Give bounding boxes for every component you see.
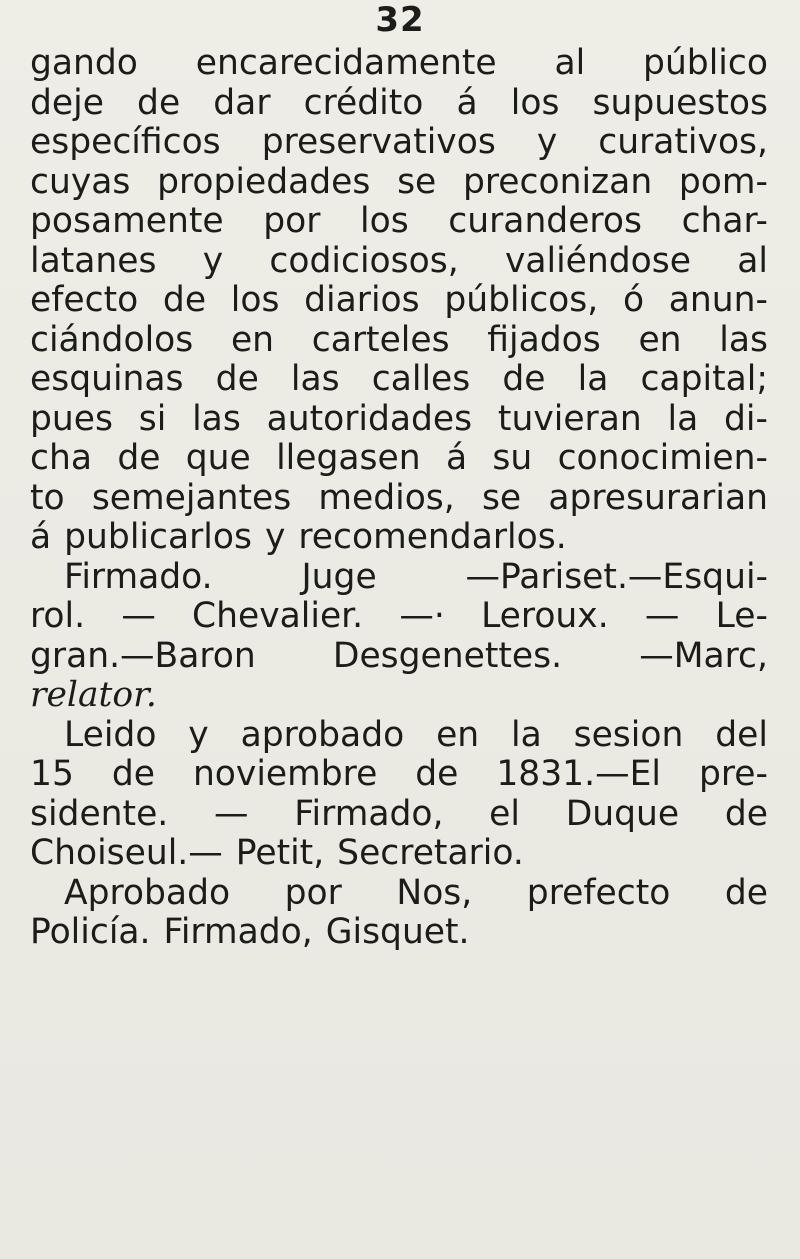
text-word: to bbox=[30, 478, 65, 518]
text-word: deje bbox=[30, 83, 104, 123]
text-word: Aprobado bbox=[64, 873, 231, 913]
text-word: latanes bbox=[30, 241, 157, 281]
text-word: Choiseul.— bbox=[30, 834, 223, 873]
text-word: — bbox=[214, 794, 249, 834]
text-word: público bbox=[643, 44, 768, 83]
text-word: calles bbox=[371, 360, 471, 399]
text-word: que bbox=[185, 439, 251, 478]
text-word: la bbox=[667, 399, 699, 439]
text-word: Juge bbox=[301, 557, 377, 597]
text-word: de bbox=[137, 83, 181, 123]
text-word: Nos, bbox=[396, 873, 473, 913]
text-word: —Marc, bbox=[639, 636, 768, 676]
text-word: y bbox=[264, 518, 286, 557]
text-word: dar bbox=[213, 83, 271, 123]
text-word: valiéndose bbox=[504, 241, 691, 281]
text-line bbox=[30, 558, 768, 598]
text-word: cha bbox=[30, 439, 92, 478]
text-word: si bbox=[138, 399, 167, 439]
body-text bbox=[30, 44, 768, 953]
text-word: en bbox=[230, 320, 275, 360]
text-word: públicos, bbox=[444, 281, 599, 320]
text-word: diarios bbox=[304, 281, 420, 320]
text-word: carteles bbox=[311, 320, 450, 360]
text-word: encarecidamente bbox=[195, 44, 497, 83]
text-word: de bbox=[215, 360, 259, 399]
text-word: capital; bbox=[640, 360, 768, 399]
text-word: sidente. bbox=[30, 794, 169, 834]
text-word: medios, bbox=[318, 478, 455, 518]
text-word: en bbox=[638, 320, 682, 360]
text-word: al bbox=[737, 241, 768, 281]
text-line bbox=[30, 834, 768, 874]
text-word: á bbox=[445, 439, 468, 478]
text-word: las bbox=[192, 399, 241, 439]
text-word: ó bbox=[622, 281, 645, 320]
text-word: sesion bbox=[573, 715, 684, 755]
text-word: de bbox=[724, 794, 768, 834]
text-word: fijados bbox=[487, 320, 601, 360]
text-word: por bbox=[263, 202, 321, 241]
text-line bbox=[30, 439, 768, 479]
text-word: posamente bbox=[30, 202, 224, 241]
text-word: su bbox=[492, 439, 533, 478]
page-number: 32 bbox=[375, 0, 425, 40]
text-word: —· bbox=[399, 597, 445, 636]
text-line bbox=[30, 242, 768, 282]
text-word: cuyas bbox=[30, 162, 131, 202]
text-word: y bbox=[188, 715, 209, 755]
text-word: Petit, bbox=[235, 834, 325, 873]
text-word: de bbox=[415, 755, 459, 794]
text-word: las bbox=[719, 320, 768, 360]
text-word: la bbox=[511, 715, 542, 755]
text-word: Leroux. bbox=[481, 597, 609, 636]
text-word: — bbox=[121, 597, 156, 636]
text-word: gando bbox=[30, 44, 138, 83]
text-word: por bbox=[284, 873, 342, 913]
text-word: Firmado, bbox=[163, 913, 313, 952]
text-line bbox=[30, 44, 768, 84]
text-word: los bbox=[360, 202, 409, 241]
text-line bbox=[30, 755, 768, 795]
text-word: llegasen bbox=[276, 439, 421, 478]
text-word: al bbox=[554, 44, 586, 83]
text-word: Gisquet. bbox=[325, 913, 470, 952]
text-word: rol. bbox=[30, 597, 86, 636]
text-word: aprobado bbox=[240, 715, 405, 755]
text-line bbox=[30, 518, 768, 558]
text-line bbox=[30, 163, 768, 203]
text-word: publicarlos bbox=[64, 518, 252, 557]
text-word: crédito bbox=[303, 83, 424, 123]
text-word: á bbox=[456, 83, 478, 123]
text-word: supuestos bbox=[592, 83, 768, 123]
text-word: di- bbox=[724, 399, 768, 439]
text-line bbox=[30, 795, 768, 835]
text-word: se bbox=[397, 162, 437, 202]
text-line bbox=[30, 123, 768, 163]
text-word: los bbox=[510, 83, 560, 123]
text-word: el bbox=[489, 794, 520, 834]
text-word: y bbox=[536, 123, 558, 162]
text-word: efecto bbox=[30, 281, 139, 320]
text-word: relator. bbox=[30, 676, 157, 715]
text-line bbox=[30, 321, 768, 361]
text-word: — bbox=[644, 597, 680, 636]
text-word: y bbox=[202, 241, 224, 281]
text-line bbox=[30, 874, 768, 914]
text-line bbox=[30, 360, 768, 400]
text-word: las bbox=[290, 360, 340, 399]
text-line bbox=[30, 202, 768, 242]
text-word: curativos, bbox=[598, 123, 768, 162]
text-word: Desgenettes. bbox=[332, 636, 563, 676]
text-word: —Pariset.—Esqui- bbox=[465, 557, 768, 597]
text-line bbox=[30, 400, 768, 440]
text-word: esquinas bbox=[30, 360, 184, 399]
text-word: en bbox=[436, 715, 480, 755]
text-word: de bbox=[724, 873, 768, 913]
text-word: codiciosos, bbox=[269, 241, 459, 281]
text-word: 1831.—El bbox=[496, 755, 661, 794]
text-word: Duque bbox=[565, 794, 680, 834]
text-word: preconizan bbox=[462, 162, 653, 202]
text-word: curanderos bbox=[448, 202, 642, 241]
text-word: Le- bbox=[715, 597, 768, 636]
text-word: pom- bbox=[678, 162, 768, 202]
text-line bbox=[30, 597, 768, 637]
text-word: la bbox=[577, 360, 609, 399]
text-word: Chevalier. bbox=[192, 597, 364, 636]
text-word: gran.—Baron bbox=[30, 636, 256, 676]
text-word: apresurarian bbox=[548, 478, 768, 518]
text-word: específicos bbox=[30, 123, 221, 162]
text-word: de bbox=[162, 281, 207, 320]
text-word: autoridades bbox=[266, 399, 473, 439]
text-word: prefecto bbox=[526, 873, 671, 913]
text-word: Secretario. bbox=[337, 834, 524, 873]
text-word: los bbox=[230, 281, 280, 320]
text-word: de bbox=[111, 755, 155, 794]
text-line bbox=[30, 84, 768, 124]
text-line bbox=[30, 637, 768, 677]
text-word: pues bbox=[30, 399, 113, 439]
text-word: Firmado. bbox=[64, 557, 213, 597]
text-word: Firmado, bbox=[294, 794, 444, 834]
text-line bbox=[30, 913, 768, 953]
text-word: char- bbox=[681, 202, 768, 241]
text-word: del bbox=[715, 715, 768, 755]
text-word: recomendarlos. bbox=[298, 518, 567, 557]
text-word: de bbox=[502, 360, 546, 399]
text-line bbox=[30, 281, 768, 321]
text-word: de bbox=[117, 439, 161, 478]
text-word: semejantes bbox=[91, 478, 292, 518]
text-word: propiedades bbox=[157, 162, 371, 202]
text-line bbox=[30, 676, 768, 716]
text-word: anun- bbox=[668, 281, 768, 320]
text-line bbox=[30, 479, 768, 519]
text-word: á bbox=[30, 518, 52, 557]
text-word: Policía. bbox=[30, 913, 151, 952]
text-word: ciándolos bbox=[30, 320, 194, 360]
text-word: se bbox=[481, 478, 522, 518]
text-word: 15 bbox=[30, 755, 74, 794]
text-word: pre- bbox=[698, 755, 768, 794]
text-word: conocimien- bbox=[557, 439, 768, 478]
text-word: noviembre bbox=[192, 755, 378, 794]
text-word: preservativos bbox=[261, 123, 496, 162]
text-word: tuvieran bbox=[497, 399, 642, 439]
text-line bbox=[30, 716, 768, 756]
text-word: Leido bbox=[64, 715, 157, 755]
